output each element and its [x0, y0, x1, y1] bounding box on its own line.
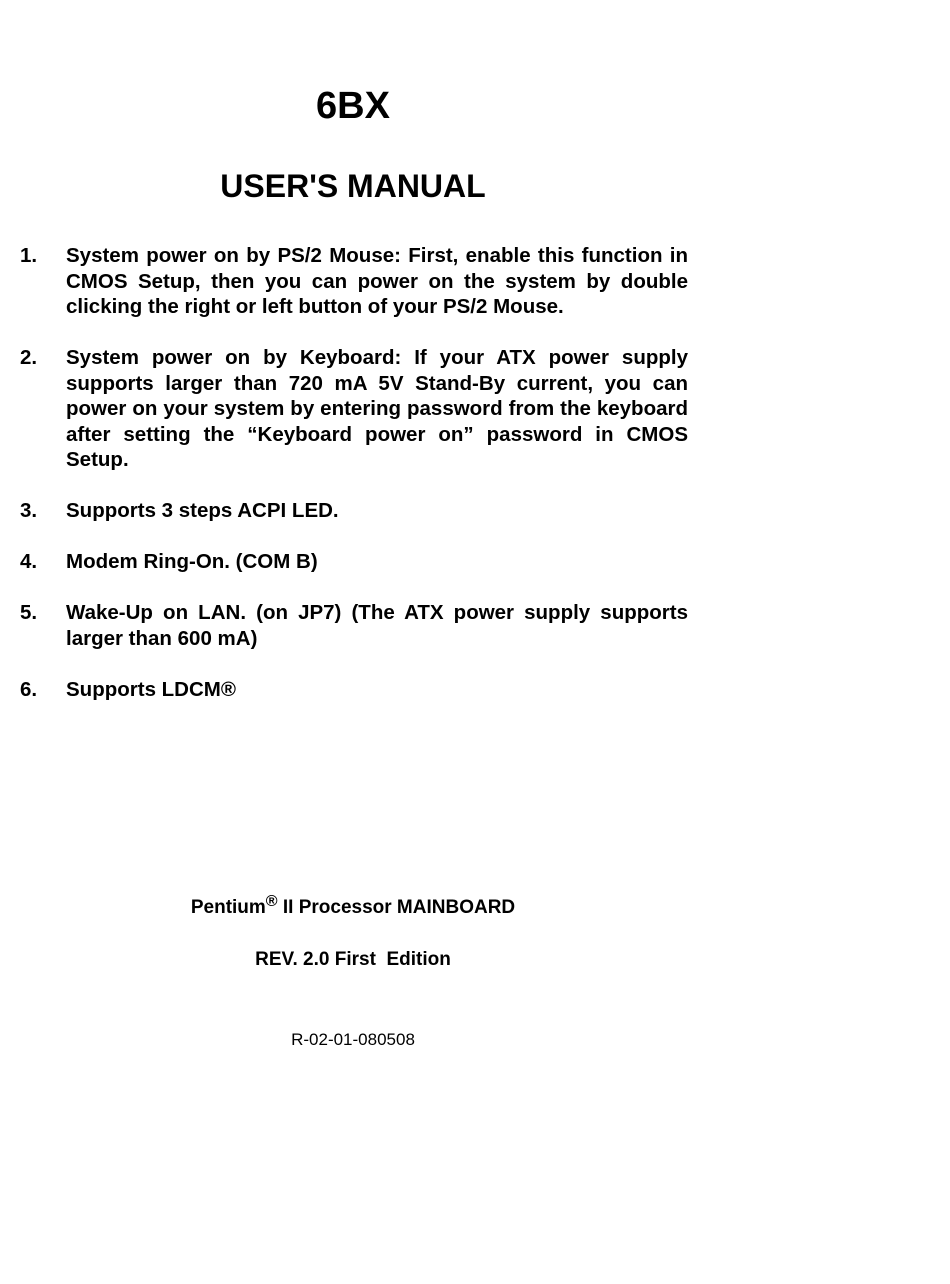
feature-item: [20, 243, 688, 320]
product-name: II Processor MAINBOARD: [277, 897, 516, 918]
feature-item: [20, 549, 688, 575]
feature-text: Wake-Up on LAN. (on JP7) (The ATX power supply supports larger than 600 mA): [66, 601, 688, 650]
feature-text: Modem Ring-On. (COM B): [66, 550, 318, 573]
feature-item: [20, 345, 688, 473]
feature-number: 6.: [20, 677, 38, 701]
document-code: R-02-01-080508: [291, 1030, 415, 1049]
feature-number: 5.: [20, 601, 38, 624]
model-name: 6BX: [316, 85, 390, 127]
feature-item: [20, 498, 688, 524]
feature-item: [20, 600, 688, 651]
product-brand: Pentium: [190, 897, 266, 918]
registered-trademark-mark: ®: [265, 893, 278, 910]
feature-number: 4.: [20, 550, 38, 573]
feature-text: Supports 3 steps ACPI LED.: [66, 499, 339, 522]
feature-text: System power on by Keyboard: If your ATX power supply supports larger than 720 mA 5V Stand-By current, you can power on your system by entering password from the keyboard after setting the “Keyboard power on” password in CMOS Setup.: [66, 346, 688, 471]
feature-text: System power on by PS/2 Mouse: First, enable this function in CMOS Setup, then you can power on the system by double clicking the right or left button of your PS/2 Mouse.: [66, 244, 688, 318]
feature-number: 3.: [20, 499, 38, 522]
product-description: [0, 894, 706, 922]
manual-title: USER'S MANUAL: [220, 168, 486, 204]
revision-edition: REV. 2.0 First Edition: [255, 949, 451, 970]
feature-text: Supports LDCM®: [66, 677, 236, 701]
feature-item: [20, 677, 688, 703]
feature-number: 2.: [20, 346, 38, 369]
feature-list: [20, 243, 688, 728]
feature-number: 1.: [20, 244, 38, 267]
